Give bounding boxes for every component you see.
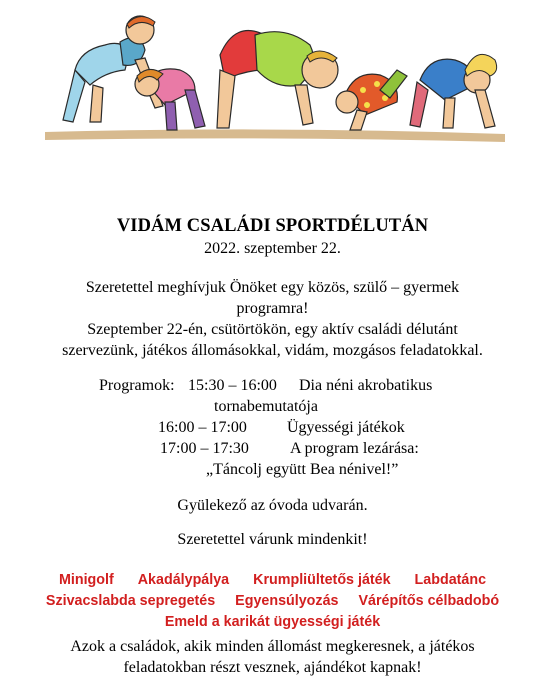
program-activity: Dia néni akrobatikus <box>299 377 433 394</box>
program-time: 15:30 – 16:00 <box>188 377 277 394</box>
activity-item: Minigolf <box>58 572 114 588</box>
closing-line: feladatokban részt vesznek, ajándékot kapnak! <box>123 659 422 676</box>
children-exercising-illustration <box>45 10 505 145</box>
intro-line: szervezünk, játékos állomásokkal, vidám, mozgásos feladatokkal. <box>62 342 483 359</box>
activity-row <box>0 612 545 633</box>
activity-item: Akadálypálya <box>137 572 230 588</box>
meeting-point: Gyülekező az óvoda udvarán. <box>177 497 368 514</box>
activity-item: Krumpliültetős játék <box>253 572 391 588</box>
activity-item: Várépítős célbadobó <box>358 593 500 609</box>
program-activity: A program lezárása: <box>290 440 419 457</box>
welcome-text: Szeretettel várunk mindenkit! <box>177 531 368 548</box>
program-label: Programok: <box>99 377 175 394</box>
intro-line: programra! <box>236 300 309 317</box>
invitation-text <box>30 277 515 361</box>
program-time: 17:00 – 17:30 <box>160 440 249 457</box>
activity-item: Emeld a karikát ügyességi játék <box>164 614 381 630</box>
program-activity-cont: „Táncolj együtt Bea nénivel!” <box>206 461 399 478</box>
event-title: VIDÁM CSALÁDI SPORTDÉLUTÁN <box>116 216 429 236</box>
activity-item: Szivacslabda sepregetés <box>45 593 216 609</box>
program-time: 16:00 – 17:00 <box>158 419 247 436</box>
intro-line: Szeretettel meghívjuk Önöket egy közös, szülő – gyermek <box>85 279 460 296</box>
activity-row <box>0 570 545 591</box>
closing-line: Azok a családok, akik minden állomást megkeresnek, a játékos <box>70 638 475 655</box>
closing-text <box>20 636 525 678</box>
program-activity-cont: tornabemutatója <box>214 398 318 415</box>
program-activity: Ügyességi játékok <box>287 419 405 436</box>
activity-row <box>0 591 545 612</box>
activity-item: Egyensúlyozás <box>235 593 339 609</box>
activity-list <box>0 570 545 633</box>
event-date: 2022. szeptember 22. <box>204 240 341 257</box>
activity-item: Labdatánc <box>414 572 487 588</box>
intro-line: Szeptember 22-én, csütörtökön, egy aktív családi délutánt <box>87 321 458 338</box>
